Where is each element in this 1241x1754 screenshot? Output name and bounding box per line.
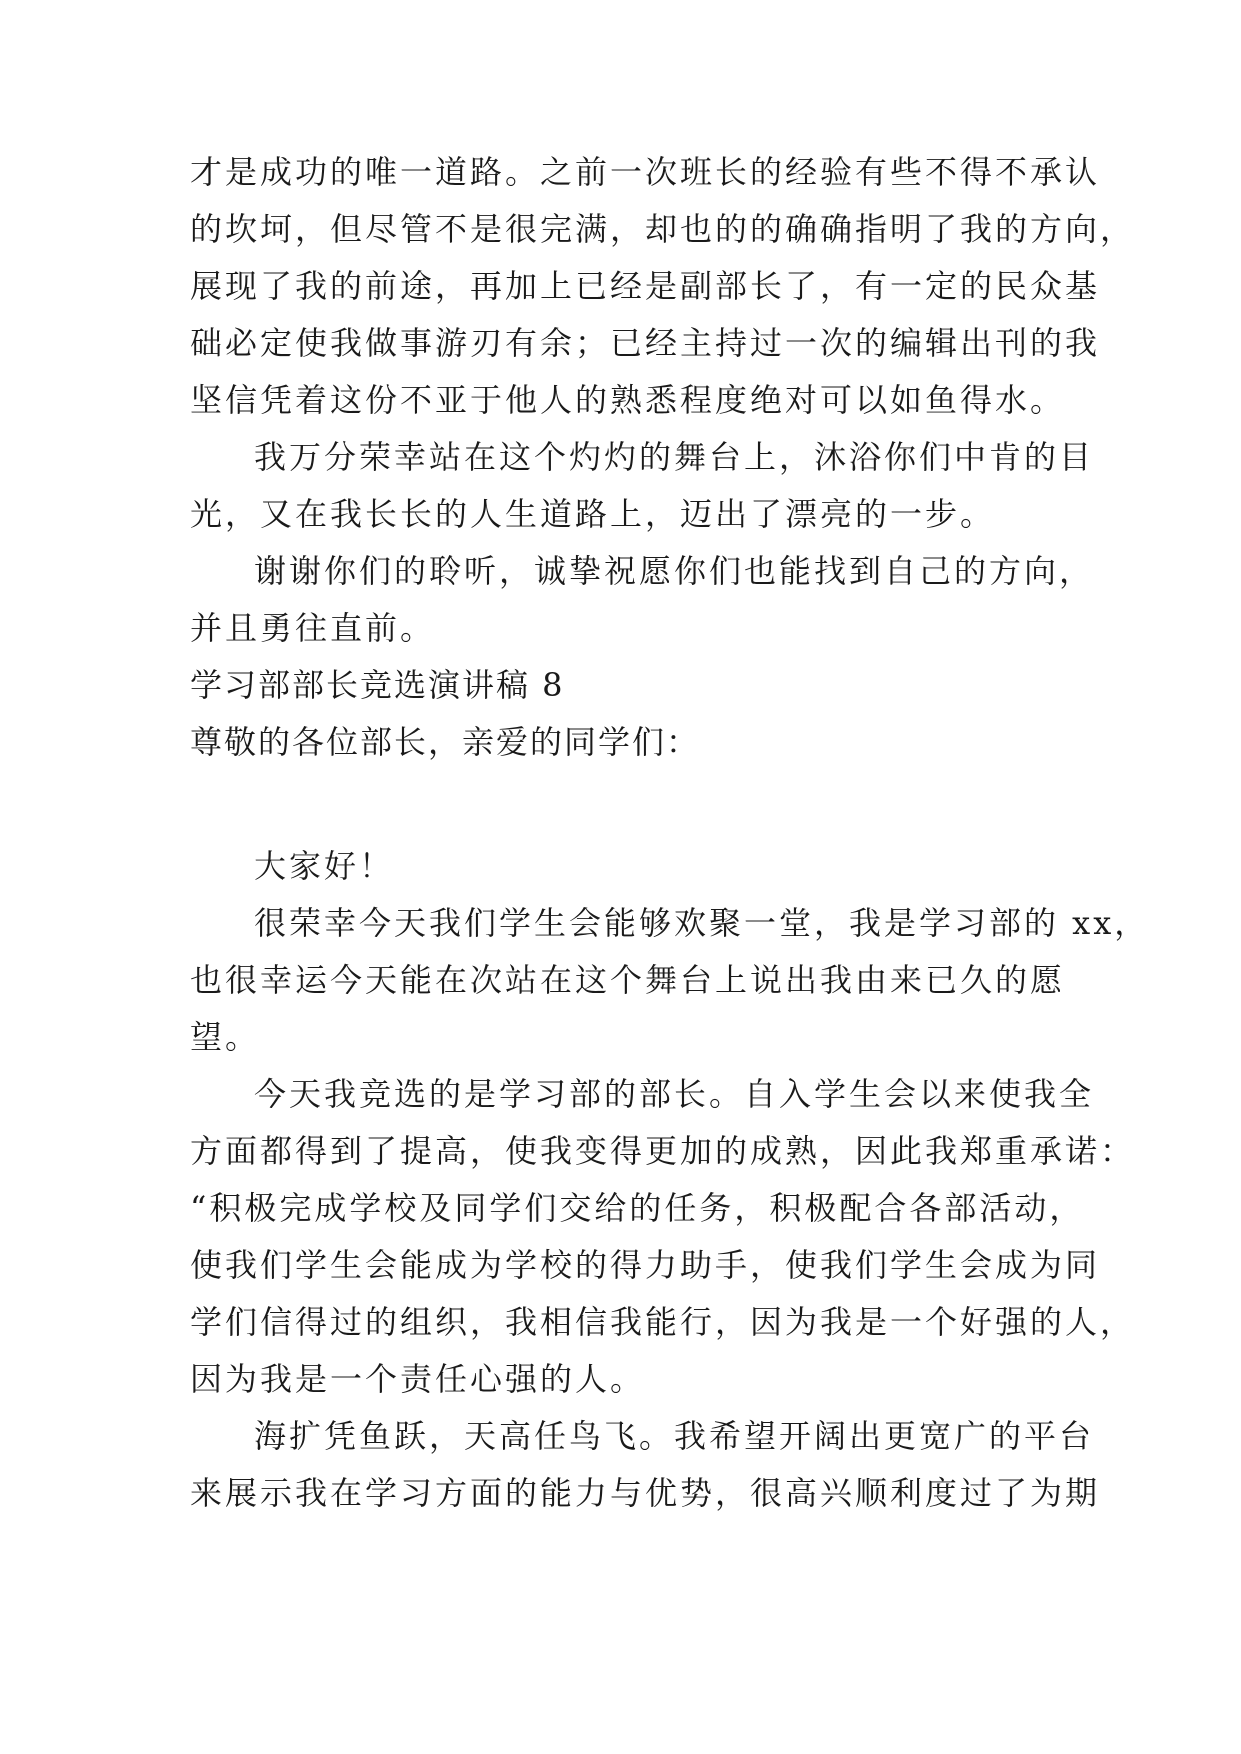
text-line: 学们信得过的组织，我相信我能行，因为我是一个好强的人， — [190, 1303, 1136, 1341]
text-line: 因为我是一个责任心强的人。 — [190, 1360, 646, 1398]
text-line: 的坎坷，但尽管不是很完满，却也的的确确指明了我的方向， — [190, 210, 1136, 248]
text-line: 并且勇往直前。 — [190, 609, 436, 647]
section-heading: 学习部部长竞选演讲稿 8 — [190, 666, 565, 704]
text-line: 光，又在我长长的人生道路上，迈出了漂亮的一步。 — [190, 495, 996, 533]
paragraph-first-line: 很荣幸今天我们学生会能够欢聚一堂，我是学习部的 xx， — [254, 904, 1150, 942]
text-line: 也很幸运今天能在次站在这个舞台上说出我由来已久的愿 — [190, 961, 1066, 999]
paragraph-first-line: 今天我竞选的是学习部的部长。自入学生会以来使我全 — [254, 1075, 1095, 1113]
paragraph-first-line: 谢谢你们的聆听，诚挚祝愿你们也能找到自己的方向， — [254, 552, 1095, 590]
text-line: “积极完成学校及同学们交给的任务，积极配合各部活动， — [190, 1189, 1085, 1227]
paragraph-first-line: 我万分荣幸站在这个灼灼的舞台上，沐浴你们中肯的目 — [254, 438, 1095, 476]
text-line: 才是成功的唯一道路。之前一次班长的经验有些不得不承认 — [190, 153, 1101, 191]
text-line: 坚信凭着这份不亚于他人的熟悉程度绝对可以如鱼得水。 — [190, 381, 1066, 419]
text-line: 使我们学生会能成为学校的得力助手，使我们学生会成为同 — [190, 1246, 1101, 1284]
text-line: 来展示我在学习方面的能力与优势，很高兴顺利度过了为期 — [190, 1474, 1101, 1512]
salutation: 尊敬的各位部长，亲爱的同学们： — [190, 723, 701, 761]
text-line: 础必定使我做事游刃有余；已经主持过一次的编辑出刊的我 — [190, 324, 1101, 362]
paragraph-first-line: 海扩凭鱼跃，天高任鸟飞。我希望开阔出更宽广的平台 — [254, 1417, 1095, 1455]
text-line: 展现了我的前途，再加上已经是副部长了，有一定的民众基 — [190, 267, 1101, 305]
greeting: 大家好！ — [254, 847, 395, 885]
text-line: 望。 — [190, 1018, 261, 1056]
text-line: 方面都得到了提高，使我变得更加的成熟，因此我郑重承诺： — [190, 1132, 1136, 1170]
